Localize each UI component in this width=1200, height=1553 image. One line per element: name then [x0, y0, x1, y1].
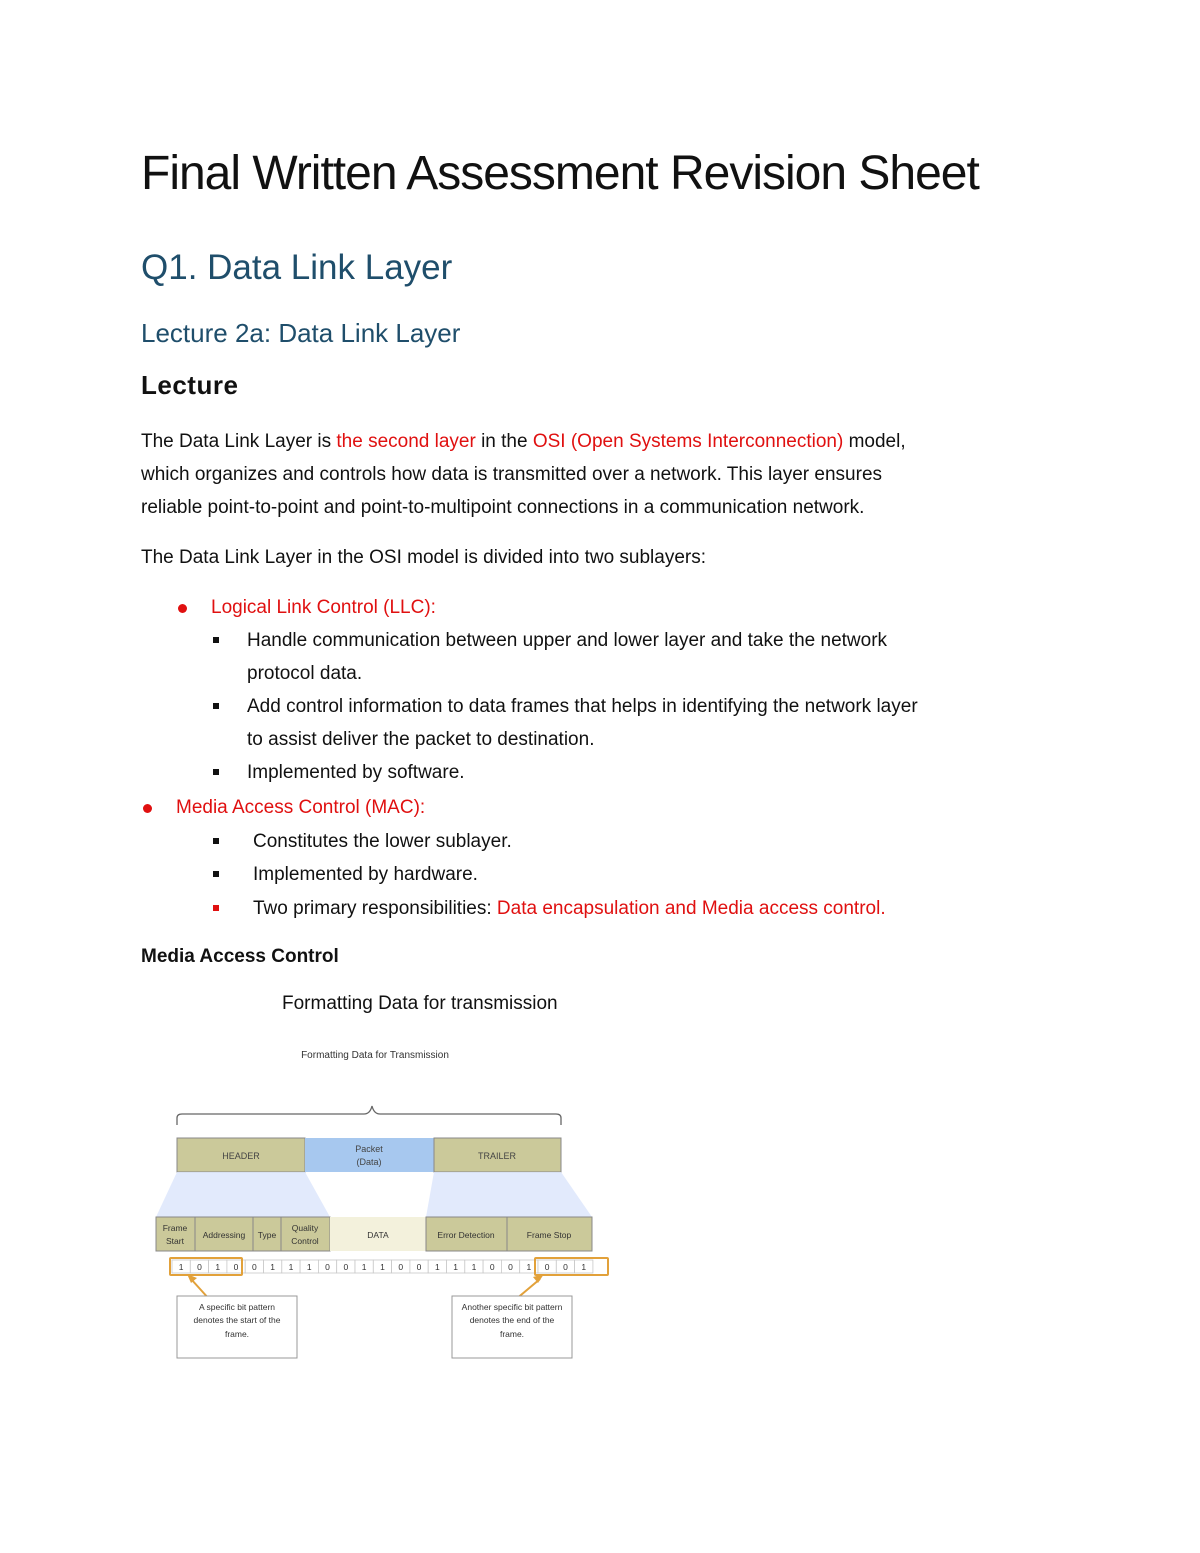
- intro-line-3: reliable point-to-point and point-to-multipoint connections in a communication network.: [141, 497, 865, 518]
- field-quality-control-2: Control: [291, 1236, 319, 1246]
- llc-item-1-line-2: protocol data.: [247, 663, 363, 684]
- bit-value: 1: [361, 1262, 367, 1272]
- brace-icon: [177, 1106, 561, 1125]
- mac-item-3-highlight: Data encapsulation and Media access control.: [496, 898, 886, 919]
- llc-item-2-line-2: to assist deliver the packet to destination.: [247, 729, 595, 750]
- llc-item-2-line-1: Add control information to data frames that helps in identifying the network layer: [247, 696, 918, 717]
- bit-value: 1: [581, 1262, 587, 1272]
- field-frame-stop: Frame Stop: [526, 1230, 572, 1240]
- mac-item-3-text: Two primary responsibilities:: [253, 898, 497, 919]
- start-note-line-3: frame.: [224, 1329, 250, 1339]
- bit-value: 1: [288, 1262, 294, 1272]
- bullet-square: [213, 769, 219, 775]
- llc-item-1: [247, 624, 887, 690]
- bit-value: 0: [251, 1262, 257, 1272]
- bullet-square: [213, 637, 219, 643]
- bit-value: 1: [453, 1262, 459, 1272]
- mac-item-2: Implemented by hardware.: [253, 864, 478, 885]
- bit-value: 0: [398, 1262, 404, 1272]
- stop-note-line-1: Another specific bit pattern: [461, 1302, 563, 1312]
- bullet-dot: [178, 604, 187, 613]
- bullet-square: [213, 703, 219, 709]
- packet-sublabel: (Data): [356, 1157, 382, 1167]
- lecture-heading: Lecture: [141, 370, 239, 400]
- bullet-square-red: [213, 905, 219, 911]
- bit-value: 1: [471, 1262, 477, 1272]
- bit-value: 1: [526, 1262, 532, 1272]
- subsection-heading: Lecture 2a: Data Link Layer: [141, 318, 461, 348]
- bit-value: 1: [434, 1262, 440, 1272]
- bit-value: 0: [197, 1262, 202, 1272]
- bit-value: 0: [343, 1262, 349, 1272]
- mac-item-3: [253, 892, 886, 925]
- trailer-expansion: [426, 1172, 592, 1217]
- llc-label: Logical Link Control (LLC):: [211, 597, 436, 618]
- intro-line-2: which organizes and controls how data is transmitted over a network. This layer ensures: [141, 464, 883, 485]
- intro-text-3: model,: [843, 431, 906, 452]
- field-frame-start: Frame: [162, 1223, 188, 1233]
- mac-item-1: Constitutes the lower sublayer.: [253, 831, 512, 852]
- bit-value: 0: [544, 1262, 550, 1272]
- bit-value: 0: [416, 1262, 422, 1272]
- field-type: Type: [257, 1230, 277, 1240]
- llc-item-1-line-1: Handle communication between upper and lower layer and take the network: [247, 630, 888, 651]
- bit-value: 0: [508, 1262, 513, 1272]
- mac-label: Media Access Control (MAC):: [176, 797, 426, 818]
- bit-value: 1: [380, 1262, 385, 1272]
- bit-value: 0: [233, 1262, 239, 1272]
- section-heading: Q1. Data Link Layer: [141, 248, 453, 287]
- trailer-label: TRAILER: [477, 1151, 517, 1161]
- intro-highlight-1: the second layer: [336, 431, 476, 452]
- bit-value: 1: [270, 1262, 276, 1272]
- intro-text-1: The Data Link Layer is: [141, 431, 337, 452]
- bit-value: 0: [325, 1262, 330, 1272]
- packet-label: Packet: [355, 1144, 383, 1154]
- document-title: Final Written Assessment Revision Sheet: [141, 147, 979, 200]
- start-note-line-1: A specific bit pattern: [198, 1302, 276, 1312]
- bit-value: 1: [215, 1262, 221, 1272]
- intro-text-2: in the: [475, 431, 533, 452]
- figure-caption: Formatting Data for transmission: [282, 993, 558, 1014]
- bullet-square: [213, 838, 219, 844]
- mac-heading: Media Access Control: [141, 946, 339, 967]
- bit-value: 1: [178, 1262, 184, 1272]
- stop-note-line-3: frame.: [499, 1329, 525, 1339]
- field-data: DATA: [367, 1230, 389, 1240]
- intro-paragraph: [141, 425, 1071, 524]
- llc-item-3: Implemented by software.: [247, 762, 465, 783]
- bit-row: [172, 1260, 593, 1273]
- field-error-detection: Error Detection: [437, 1230, 495, 1240]
- field-quality-control: Quality: [291, 1223, 319, 1233]
- llc-item-2: [247, 690, 918, 756]
- start-note-line-2: denotes the start of the: [193, 1315, 281, 1325]
- field-frame-start-2: Start: [166, 1236, 184, 1246]
- bullet-square: [213, 871, 219, 877]
- stop-note-line-2: denotes the end of the: [469, 1315, 555, 1325]
- intro-highlight-2: OSI (Open Systems Interconnection): [532, 431, 844, 452]
- frame-format-diagram: [150, 1040, 620, 1370]
- header-label: HEADER: [222, 1151, 260, 1161]
- bit-value: 1: [306, 1262, 312, 1272]
- bullet-dot: [143, 804, 152, 813]
- bit-value: 0: [489, 1262, 495, 1272]
- field-addressing: Addressing: [202, 1230, 246, 1240]
- header-expansion: [156, 1172, 330, 1217]
- bit-value: 0: [563, 1262, 568, 1272]
- diagram-title: Formatting Data for Transmission: [301, 1050, 449, 1061]
- sublayers-paragraph: The Data Link Layer in the OSI model is divided into two sublayers:: [141, 547, 707, 568]
